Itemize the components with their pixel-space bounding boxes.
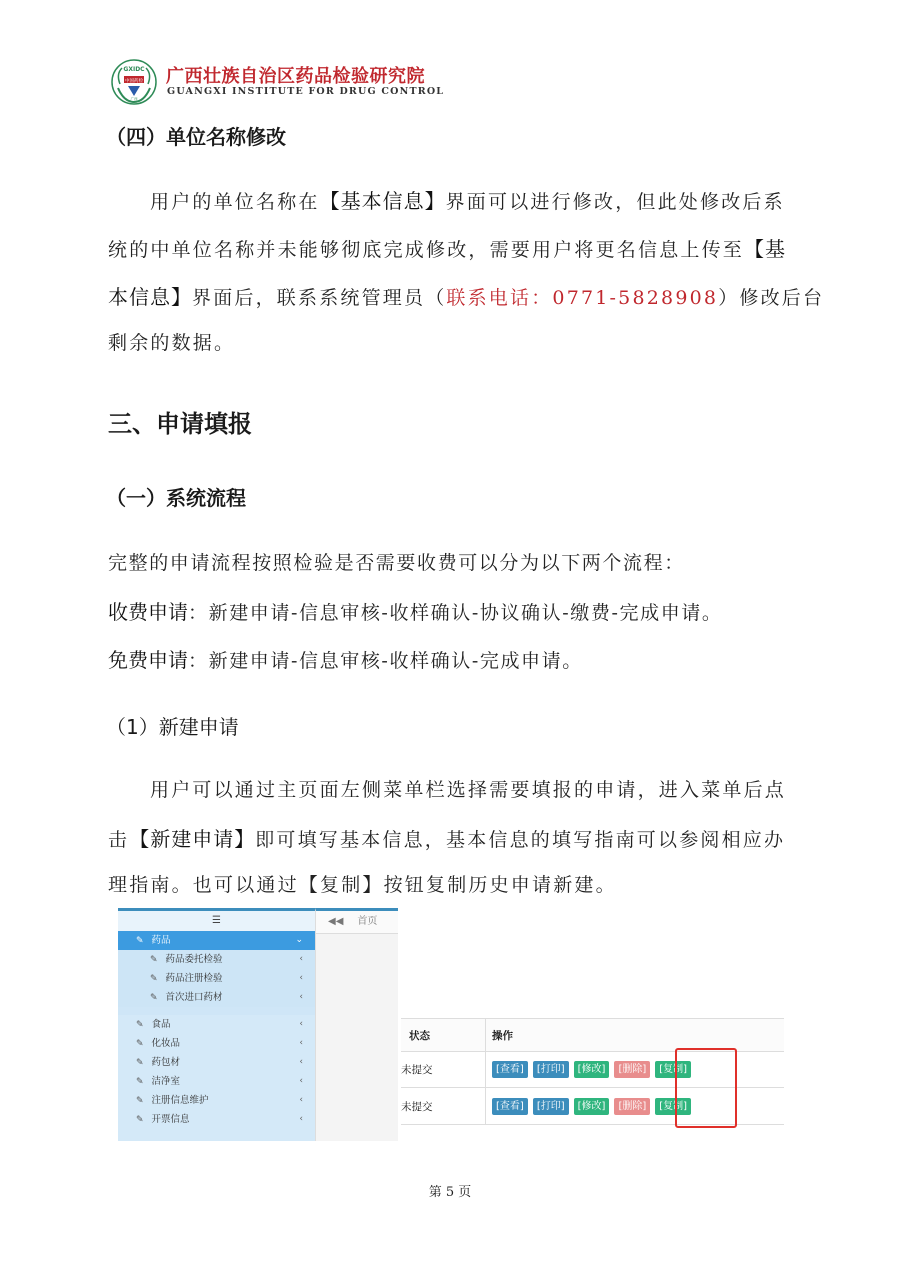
- print-button[interactable]: [打印]: [533, 1098, 569, 1115]
- free-flow: 免费申请：新建申请-信息审核-收样确认-完成申请。: [108, 648, 583, 672]
- flow-intro: 完整的申请流程按照检验是否需要收费可以分为以下两个流程：: [108, 552, 685, 574]
- contact-phone: 联系电话：0771-5828908: [446, 287, 719, 309]
- logo-region-text: 广西: [130, 97, 138, 101]
- edit-icon: ✎: [136, 1115, 144, 1125]
- menu-item-cosmetics[interactable]: ✎ 化妆品 ‹: [118, 1034, 315, 1053]
- sub-1-heading: （1）新建申请: [106, 715, 239, 739]
- menu-item-food[interactable]: ✎ 食品 ‹: [118, 1015, 315, 1034]
- edit-icon: ✎: [150, 974, 158, 984]
- chevron-left-icon: ‹: [299, 1076, 303, 1086]
- view-button[interactable]: [查看]: [492, 1098, 528, 1115]
- copy-button[interactable]: [复制]: [655, 1098, 691, 1115]
- edit-icon: ✎: [136, 1096, 144, 1106]
- page-number: 第 5 页: [428, 1185, 472, 1200]
- edit-icon: ✎: [136, 936, 144, 946]
- table-header: [401, 1018, 784, 1052]
- edit-button[interactable]: [修改]: [574, 1061, 610, 1078]
- chevron-left-icon: ‹: [299, 1038, 303, 1048]
- edit-icon: ✎: [136, 1020, 144, 1030]
- section-4-para-line-1: 用户的单位名称在【基本信息】界面可以进行修改，但此处修改后系: [150, 189, 785, 213]
- section-4-para-line-3: 本信息】界面后，联系系统管理员（联系电话：0771-5828908）修改后台: [108, 285, 825, 309]
- tab-home[interactable]: 首页: [357, 916, 378, 927]
- section-1-heading: （一）系统流程: [106, 486, 246, 510]
- free-flow-label: 免费申请: [108, 648, 188, 672]
- delete-button[interactable]: [删除]: [614, 1061, 650, 1078]
- row-status: 未提交: [401, 1100, 433, 1113]
- chevron-left-icon: ‹: [299, 1019, 303, 1029]
- edit-icon: ✎: [136, 1039, 144, 1049]
- menu-item-drug[interactable]: ✎ 药品 ⌄: [118, 931, 315, 950]
- tab-area: [315, 908, 398, 1141]
- edit-icon: ✎: [150, 955, 158, 965]
- edit-icon: ✎: [150, 993, 158, 1003]
- menu-item-cleanroom[interactable]: ✎ 洁净室 ‹: [118, 1072, 315, 1091]
- menu-item-first-import[interactable]: ✎ 首次进口药材 ‹: [118, 988, 315, 1007]
- tab-back-icon[interactable]: ◀◀: [328, 916, 344, 927]
- copy-highlight-box: [675, 1048, 737, 1128]
- org-name-cn: 广西壮族自治区药品检验研究院: [166, 66, 425, 87]
- print-button[interactable]: [打印]: [533, 1061, 569, 1078]
- section-4-para-line-4: 剩余的数据。: [108, 332, 236, 354]
- chevron-left-icon: ‹: [299, 1095, 303, 1105]
- sub-1-line-3: 理指南。也可以通过【复制】按钮复制历史申请新建。: [108, 874, 617, 896]
- menu-item-packaging[interactable]: ✎ 药包材 ‹: [118, 1053, 315, 1072]
- menu-toggle-icon[interactable]: ☰: [118, 911, 315, 931]
- menu-item-drug-entrusted[interactable]: ✎ 药品委托检验 ‹: [118, 950, 315, 969]
- chevron-left-icon: ‹: [299, 973, 303, 983]
- chevron-left-icon: ‹: [299, 954, 303, 964]
- chevron-left-icon: ‹: [299, 1114, 303, 1124]
- edit-button[interactable]: [修改]: [574, 1098, 610, 1115]
- section-4-para-line-2: 统的中单位名称并未能够彻底完成修改，需要用户将更名信息上传至【基: [108, 237, 787, 261]
- col-action: 操作: [485, 1019, 513, 1051]
- embedded-screenshot: [118, 908, 784, 1140]
- row-status: 未提交: [401, 1063, 433, 1076]
- sub-1-line-1: 用户可以通过主页面左侧菜单栏选择需要填报的申请，进入菜单后点: [150, 779, 787, 801]
- chevron-left-icon: ‹: [299, 1057, 303, 1067]
- new-application-ref: 【新建申请】: [129, 827, 256, 851]
- chevron-left-icon: ‹: [299, 992, 303, 1002]
- edit-icon: ✎: [136, 1058, 144, 1068]
- view-button[interactable]: [查看]: [492, 1061, 528, 1078]
- menu-item-invoice-info[interactable]: ✎ 开票信息 ‹: [118, 1110, 315, 1129]
- delete-button[interactable]: [删除]: [614, 1098, 650, 1115]
- logo-sub-text: 中国药检: [125, 79, 143, 84]
- institute-logo: [110, 58, 158, 106]
- paid-flow: 收费申请：新建申请-信息审核-收样确认-协议确认-缴费-完成申请。: [108, 600, 723, 624]
- menu-item-registration-info[interactable]: ✎ 注册信息维护 ‹: [118, 1091, 315, 1110]
- col-status: 状态: [409, 1029, 430, 1042]
- copy-button[interactable]: [复制]: [655, 1061, 691, 1078]
- menu-item-drug-registration[interactable]: ✎ 药品注册检验 ‹: [118, 969, 315, 988]
- chapter-3-heading: 三、申请填报: [108, 410, 252, 438]
- logo-text: GXIDC: [123, 66, 145, 73]
- sub-1-line-2: 击【新建申请】即可填写基本信息，基本信息的填写指南可以参阅相应办: [108, 827, 786, 851]
- edit-icon: ✎: [136, 1077, 144, 1087]
- side-menu: [118, 908, 315, 1141]
- org-name-en: GUANGXI INSTITUTE FOR DRUG CONTROL: [167, 86, 445, 97]
- paid-flow-label: 收费申请: [108, 600, 188, 624]
- tab-header: [316, 911, 398, 934]
- chevron-down-icon: ⌄: [295, 935, 303, 945]
- basic-info-ref: 【基本信息】: [319, 189, 446, 213]
- section-4-heading: （四）单位名称修改: [106, 125, 286, 149]
